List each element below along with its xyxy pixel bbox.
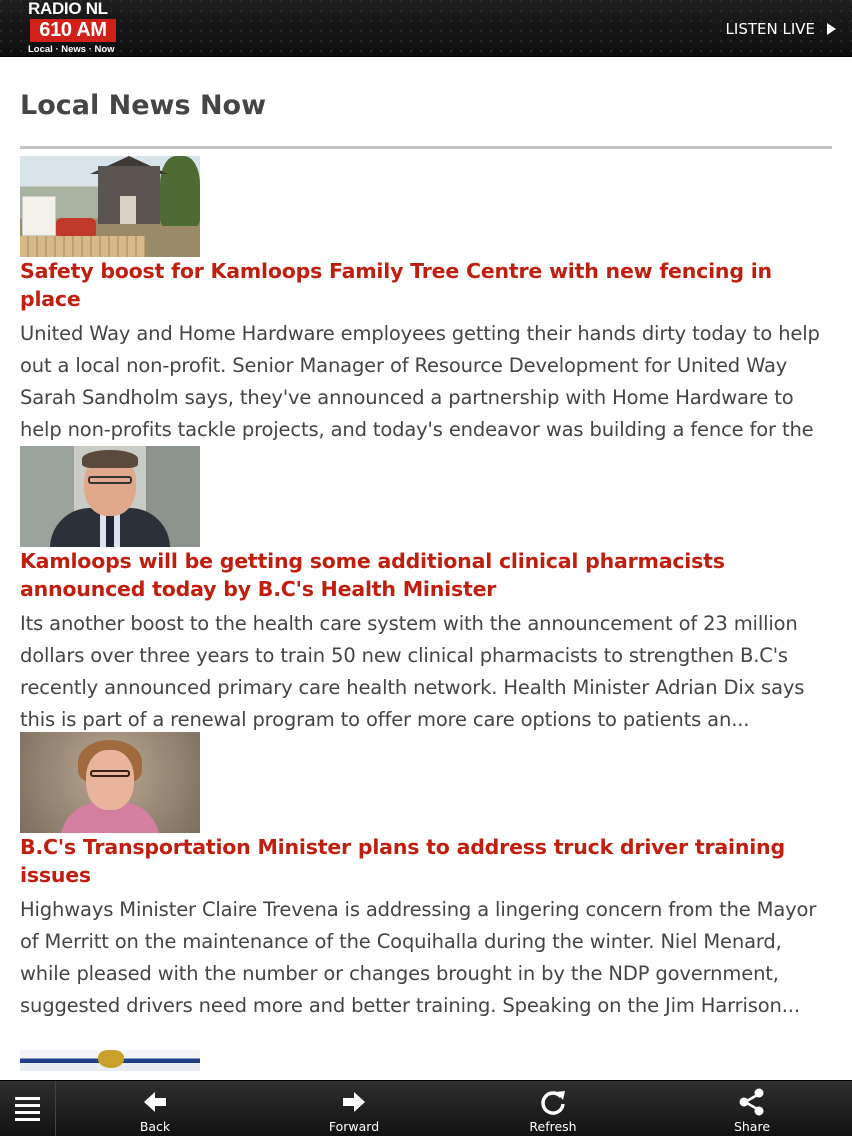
logo-frequency: 610 AM [30,19,116,42]
app-header [0,0,852,57]
menu-button[interactable] [0,1081,56,1136]
news-article[interactable] [20,446,832,736]
article-thumbnail[interactable] [20,1050,200,1071]
arrow-right-icon [339,1087,369,1117]
listen-live-button[interactable] [726,17,836,41]
refresh-icon [538,1087,568,1117]
back-button[interactable] [110,1081,200,1136]
page-title: Local News Now [20,90,267,121]
article-headline[interactable]: Kamloops will be getting some additional clinical pharmacists announced today by B.C's Health Minister [20,549,725,601]
play-icon [827,23,836,35]
logo-station-name: RADIO NL [28,0,108,18]
title-divider [20,146,832,149]
article-headline[interactable]: B.C's Transportation Minister plans to address truck driver training issues [20,835,785,887]
article-headline[interactable]: Safety boost for Kamloops Family Tree Centre with new fencing in place [20,259,772,311]
article-excerpt: United Way and Home Hardware employees getting their hands dirty today to help out a local non-profit. Senior Manager of Resource Development for United Way Sarah Sandholm says, they've announced a partnership with Home Hardware to help non-profits tackle projects, and today's endeavor was building a fence for the [20,322,820,441]
article-thumbnail[interactable] [20,446,200,547]
logo-tagline: Local · News · Now [28,44,115,55]
share-icon [737,1087,767,1117]
arrow-left-icon [140,1087,170,1117]
news-article[interactable] [20,732,832,1022]
article-excerpt: Its another boost to the health care system with the announcement of 23 million dollars over three years to train 50 new clinical pharmacists to strengthen B.C's recently announced primary care health network. Health Minister Adrian Dix says this is part of a renewal program to offer more care options to patients an... [20,612,805,731]
listen-live-label: LISTEN LIVE [725,20,815,38]
refresh-label: Refresh [529,1119,577,1134]
share-label: Share [733,1119,771,1134]
refresh-button[interactable] [508,1081,598,1136]
hamburger-menu-icon [15,1097,40,1121]
forward-button[interactable] [309,1081,399,1136]
radio-nl-logo[interactable] [28,0,120,57]
bottom-toolbar [0,1080,852,1136]
forward-label: Forward [328,1119,380,1134]
share-button[interactable] [707,1081,797,1136]
back-label: Back [139,1119,171,1134]
news-article[interactable] [20,156,832,478]
article-thumbnail[interactable] [20,156,200,257]
article-thumbnail[interactable] [20,732,200,833]
article-excerpt: Highways Minister Claire Trevena is addressing a lingering concern from the Mayor of Merritt on the maintenance of the Coquihalla during the winter. Niel Menard, while pleased with the number or changes brought in by the NDP government, suggested drivers need more and better training. Speaking on the Jim Harrison... [20,898,817,1017]
news-article-partial[interactable] [20,1050,832,1071]
